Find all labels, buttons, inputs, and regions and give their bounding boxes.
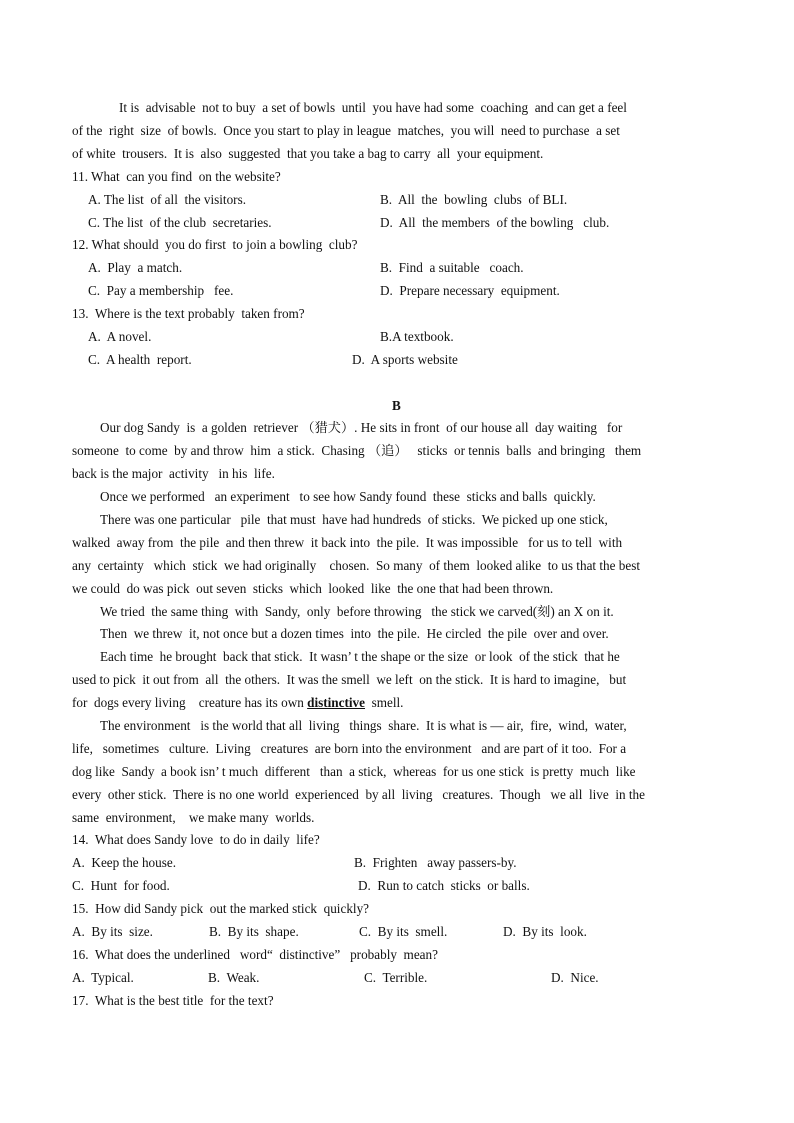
question-stem: 15. How did Sandy pick out the marked stick quickly?	[72, 901, 370, 916]
passage-line: dog like Sandy a book isn’ t much different than a stick, whereas for us one stick is pretty much like	[72, 764, 636, 779]
option-d: D. A sports website	[352, 352, 458, 367]
option-d: D. By its look.	[503, 924, 587, 939]
passage-line: used to pick it out from all the others. It was the smell we left on the stick. It is hard to imagine, but	[72, 672, 627, 687]
option-a: A. The list of all the visitors.	[88, 192, 246, 207]
passage-line: same environment, we make many worlds.	[72, 810, 315, 825]
option-c: C. By its smell.	[359, 924, 448, 939]
passage-text: for dogs every living creature has its own	[72, 695, 308, 710]
option-b: B. Weak.	[208, 970, 260, 985]
option-a: A. Play a match.	[88, 260, 183, 275]
passage-text: smell.	[365, 695, 404, 710]
section-heading: B	[392, 398, 401, 413]
option-d: D. All the members of the bowling club.	[380, 215, 610, 230]
option-d: D. Prepare necessary equipment.	[380, 283, 560, 298]
option-d: D. Run to catch sticks or balls.	[358, 878, 530, 893]
option-c: C. Pay a membership fee.	[88, 283, 234, 298]
passage-line: The environment is the world that all living things share. It is what is — air, fire, wind, water,	[100, 718, 627, 733]
option-c: C. Terrible.	[364, 970, 428, 985]
option-b: B. Frighten away passers-by.	[354, 855, 517, 870]
option-c: C. The list of the club secretaries.	[88, 215, 272, 230]
option-d: D. Nice.	[551, 970, 599, 985]
passage-line: We tried the same thing with Sandy, only before throwing the stick we carved(刻) an X on it.	[100, 604, 614, 619]
option-a: A. By its size.	[72, 924, 153, 939]
underlined-word: distinctive	[307, 695, 366, 710]
question-stem: 13. Where is the text probably taken from?	[72, 306, 305, 321]
question-stem: 11. What can you find on the website?	[72, 169, 281, 184]
passage-line	[72, 695, 403, 711]
question-stem: 12. What should you do first to join a bowling club?	[72, 237, 358, 252]
option-b: B. Find a suitable coach.	[380, 260, 524, 275]
passage-line: Then we threw it, not once but a dozen times into the pile. He circled the pile over and over.	[100, 626, 609, 641]
option-b: B. All the bowling clubs of BLI.	[380, 192, 568, 207]
question-stem: 16. What does the underlined word“ distinctive” probably mean?	[72, 947, 438, 962]
passage-line: walked away from the pile and then threw it back into the pile. It was impossible for us to tell with	[72, 535, 623, 550]
option-a: A. A novel.	[88, 329, 152, 344]
passage-line: we could do was pick out seven sticks which looked like the one that had been thrown.	[72, 581, 554, 596]
passage-line: back is the major activity in his life.	[72, 466, 275, 481]
option-b: B.A textbook.	[380, 329, 454, 344]
passage-line: life, sometimes culture. Living creatures are born into the environment and are part of it too. For a	[72, 741, 627, 756]
option-c: C. Hunt for food.	[72, 878, 170, 893]
passage-line: every other stick. There is no one world experienced by all living creatures. Though we all live in the	[72, 787, 645, 802]
passage-line: Each time he brought back that stick. It wasn’ t the shape or the size or look of the stick that he	[100, 649, 620, 664]
option-c: C. A health report.	[88, 352, 192, 367]
option-a: A. Typical.	[72, 970, 134, 985]
passage-line: someone to come by and throw him a stick. Chasing （追） sticks or tennis balls and bringing them	[72, 443, 642, 458]
option-a: A. Keep the house.	[72, 855, 177, 870]
passage-line: of white trousers. It is also suggested that you take a bag to carry all your equipment.	[72, 146, 544, 161]
passage-line: Our dog Sandy is a golden retriever （猎犬）. He sits in front of our house all day waiting for	[100, 420, 623, 435]
passage-line: any certainty which stick we had originally chosen. So many of them looked alike to us that the best	[72, 558, 641, 573]
option-b: B. By its shape.	[209, 924, 299, 939]
passage-line: There was one particular pile that must have had hundreds of sticks. We picked up one stick,	[100, 512, 608, 527]
passage-line: of the right size of bowls. Once you start to play in league matches, you will need to purchase a set	[72, 123, 620, 138]
question-stem: 17. What is the best title for the text?	[72, 993, 274, 1008]
passage-line: Once we performed an experiment to see how Sandy found these sticks and balls quickly.	[100, 489, 596, 504]
question-stem: 14. What does Sandy love to do in daily life?	[72, 832, 320, 847]
passage-line: It is advisable not to buy a set of bowls until you have had some coaching and can get a feel	[119, 100, 627, 115]
